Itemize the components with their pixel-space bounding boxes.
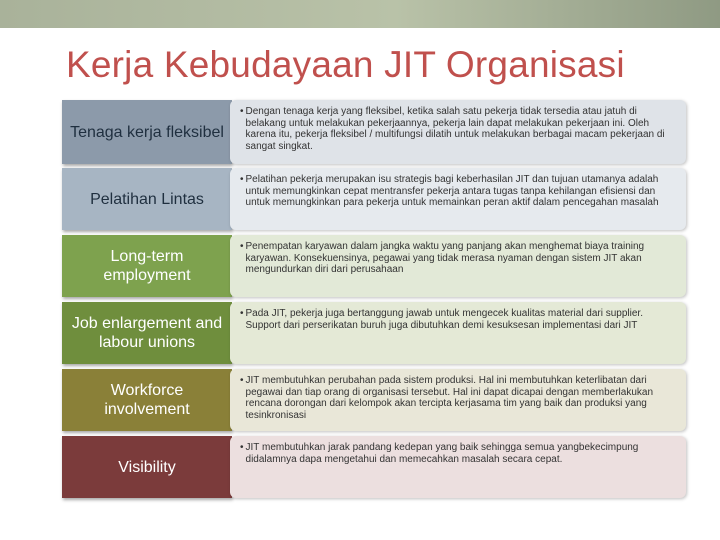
bullet-icon: • [240, 174, 244, 185]
list-item [62, 235, 686, 297]
item-description [230, 302, 686, 364]
item-label: Long-term employment [62, 235, 232, 297]
list-item [62, 369, 686, 431]
item-label: Tenaga kerja fleksibel [62, 100, 232, 164]
bullet-icon: • [240, 442, 244, 453]
item-description [230, 436, 686, 498]
slide-title: Kerja Kebudayaan JIT Organisasi [66, 44, 625, 85]
item-label: Job enlargement and labour unions [62, 302, 232, 364]
item-text: Dengan tenaga kerja yang fleksibel, ketika salah satu pekerja tidak tersedia atau jatuh di belakang untuk melakukan pekerjaannya, pekerja lain dapat melakukan pekerjaan ini. Oleh karena itu, pekerja fleksibel / multifungsi dilatih untuk melakukan berbagai macam pekerjaan di sangat singkat. [245, 106, 665, 152]
bullet-icon: • [240, 241, 244, 252]
item-label: Workforce involvement [62, 369, 232, 431]
item-text: Pelatihan pekerja merupakan isu strategis bagi keberhasilan JIT dan tujuan utamanya adalah untuk memungkinkan cepat mentransfer pekerja antara tugas tanpa kehilangan efisiensi dan untuk memungkinkan para pekerja untuk memainkan peran aktif dalam pencegahan masalah [245, 174, 659, 209]
bullet-icon: • [240, 308, 244, 319]
item-label: Pelatihan Lintas [62, 168, 232, 230]
bullet-icon: • [240, 375, 244, 386]
item-description [230, 168, 686, 230]
item-text: JIT membutuhkan perubahan pada sistem produksi. Hal ini membutuhkan keterlibatan dari pegawai dan tiap orang di organisasi tersebut. Hal ini dapat dicapai dengan memberlakukan rencana dorongan dari kelompok akan tercipta kerjasama tim yang baik dan produksi yang tesinkronisasi [245, 375, 654, 421]
item-label: Visibility [62, 436, 232, 498]
item-text: Penempatan karyawan dalam jangka waktu yang panjang akan menghemat biaya training karyawan. Konsekuensinya, pegawai yang tidak merasa nyaman dengan sistem JIT akan mengundurkan diri dari perusahaan [245, 241, 645, 276]
bullet-icon: • [240, 106, 244, 117]
list-item [62, 100, 686, 164]
item-description [230, 235, 686, 297]
list-item [62, 168, 686, 230]
item-text: Pada JIT, pekerja juga bertanggung jawab untuk mengecek kualitas material dari supplier. Support dari perserikatan buruh juga dibutuhkan demi kesuksesan implementasi dari JIT [245, 308, 643, 331]
top-banner [0, 0, 720, 28]
item-text: JIT membutuhkan jarak pandang kedepan yang baik sehingga semua yangbekecimpung didalamnya dapa mengetahui dan memecahkan masalah secara cepat. [245, 442, 639, 465]
item-description [230, 100, 686, 164]
list-item [62, 302, 686, 364]
list-item [62, 436, 686, 498]
item-description [230, 369, 686, 431]
